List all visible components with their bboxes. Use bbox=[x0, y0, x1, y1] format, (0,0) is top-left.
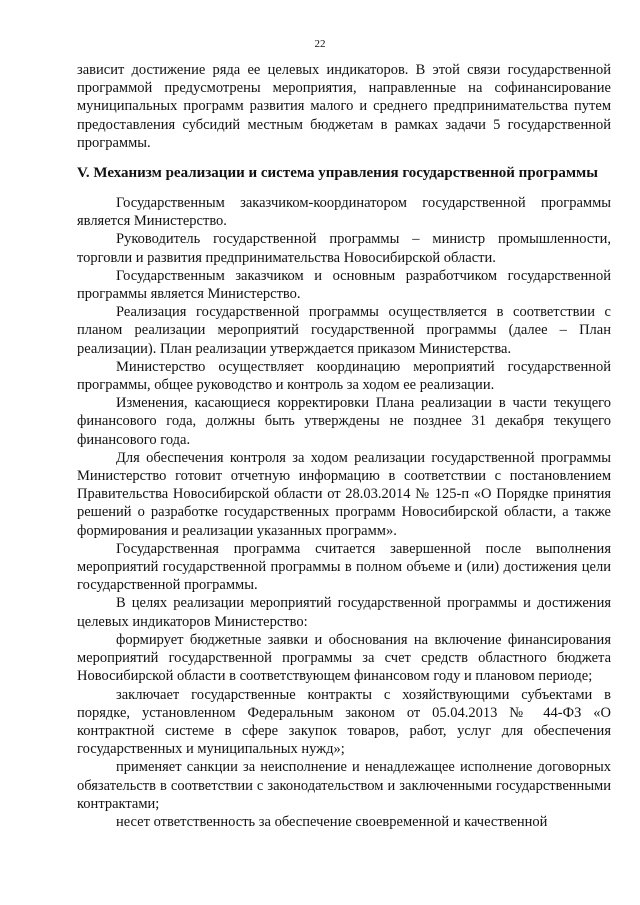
paragraph: Государственным заказчиком и основным разработчиком государственной программы является Министерство. bbox=[77, 267, 611, 303]
list-item: несет ответственность за обеспечение своевременной и качественной bbox=[116, 813, 548, 830]
paragraph: В целях реализации мероприятий государственной программы и достижения целевых индикаторов Министерство: bbox=[77, 595, 611, 630]
paragraph: Реализация государственной программы осуществляется в соответствии с планом реализации мероприятий государственной программы (далее – План реализации). План реализации утверждается приказом Министерства. bbox=[77, 304, 611, 357]
paragraph: Министерство осуществляет координацию мероприятий государственной программы, общее руководство и контроль за ходом ее реализации. bbox=[77, 358, 611, 394]
list-item: формирует бюджетные заявки и обоснования на включение финансирования мероприятий государственной программы за счет средств областного бюджета Новосибирской области в соответствующем финансовом году и плановом периоде; bbox=[77, 631, 611, 685]
paragraph: Для обеспечения контроля за ходом реализации государственной программы Министерство готовит отчетную информацию в соответствии с постановлением Правительства Новосибирской области от 28.03.2014 № 125-п «О Порядке принятия решений о разработке государственных программ Новосибирской области, а также формирования и реализации указанных программ». bbox=[77, 449, 611, 539]
intro-paragraph: зависит достижение ряда ее целевых индикаторов. В этой связи государственной программой предусмотрены мероприятия, направленные на софинансирование муниципальных программ развития малого и среднего предпринимательства путем предоставления субсидий местным бюджетам в рамках задачи 5 государственной программы. bbox=[77, 62, 611, 151]
paragraph: Государственным заказчиком-координатором государственной программы является Министерство. bbox=[77, 195, 611, 230]
document-body bbox=[77, 61, 611, 831]
list-item: применяет санкции за неисполнение и ненадлежащее исполнение договорных обязательств в соответствии с законодательством и заключенными государственными контрактами; bbox=[77, 759, 611, 812]
paragraph: Государственная программа считается завершенной после выполнения мероприятий государственной программы в полном объеме и (или) достижения цели государственной программы. bbox=[77, 540, 611, 594]
section-heading: V. Механизм реализации и система управления государственной программы bbox=[77, 165, 598, 182]
paragraph: Руководитель государственной программы – министр промышленности, торговли и развития предпринимательства Новосибирской области. bbox=[77, 231, 611, 266]
page-number: 22 bbox=[314, 38, 326, 50]
list-item: заключает государственные контракты с хозяйствующими субъектами в порядке, установленном Федеральным законом от 05.04.2013 № 44-ФЗ «О контрактной системе в сфере закупок товаров, работ, услуг для обеспечения государственных и муниципальных нужд»; bbox=[77, 686, 611, 758]
paragraph: Изменения, касающиеся корректировки Плана реализации в части текущего финансового года, должны быть утверждены не позднее 31 декабря текущего финансового года. bbox=[77, 395, 611, 448]
